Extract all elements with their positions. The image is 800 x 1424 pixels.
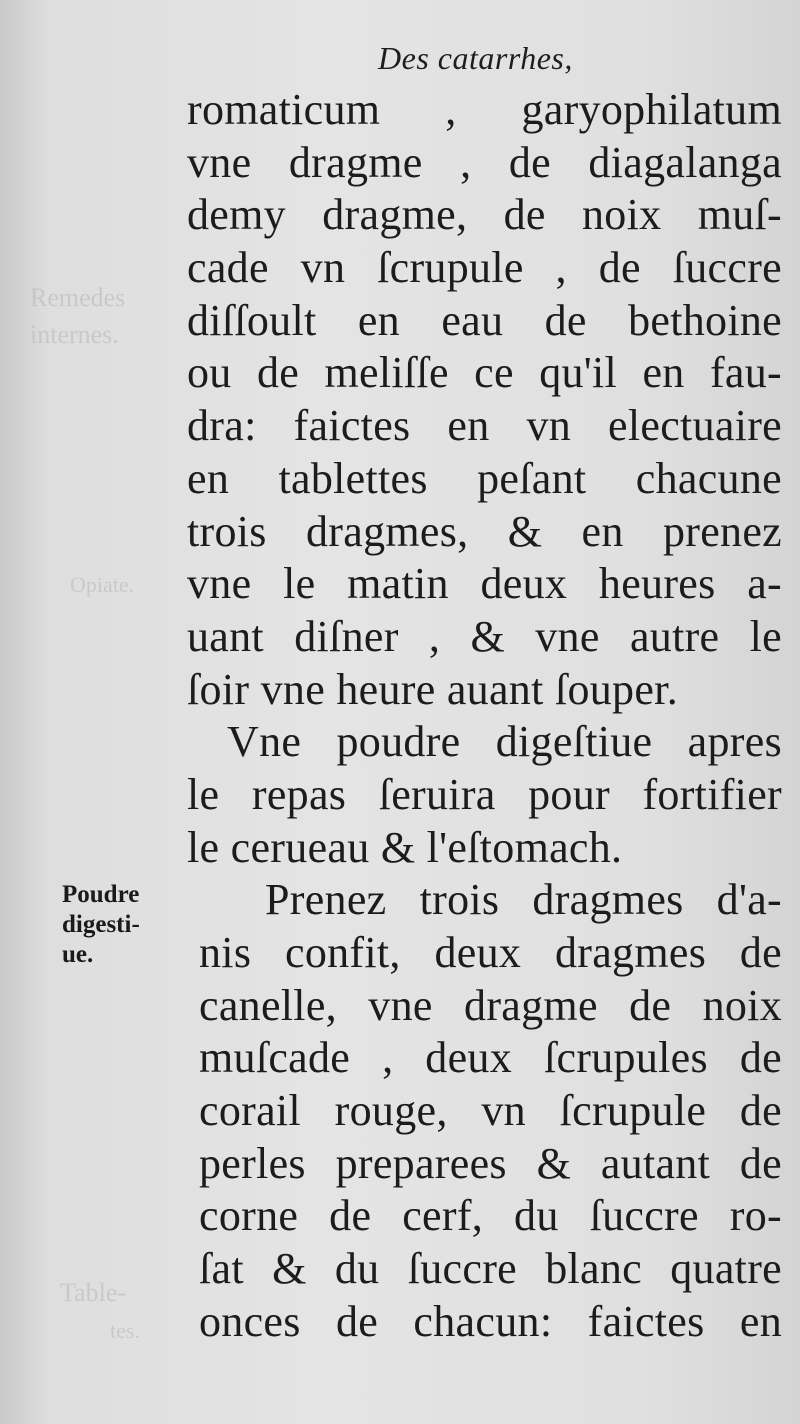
margin-note-line: ue. <box>62 941 94 968</box>
text-line: en tablettes peſant chacune <box>187 453 782 503</box>
text-line: uant diſner , & vne autre le <box>187 611 782 661</box>
text-line: ſat & du ſuccre blanc quatre <box>199 1244 782 1294</box>
text-line: corail rouge, vn ſcrupule de <box>199 1086 782 1136</box>
text-line: diſſoult en eau de bethoine <box>187 295 782 345</box>
running-head: Des catarrhes, <box>378 40 573 76</box>
bleed-through-text: tes. <box>110 1318 140 1343</box>
text-line: cade vn ſcrupule , de ſuccre <box>187 243 782 293</box>
text-line: canelle, vne dragme de noix <box>199 980 782 1030</box>
text-line: le repas ſeruira pour fortifier <box>187 769 782 819</box>
text-line: vne dragme , de diagalanga <box>187 137 782 187</box>
text-line: muſcade , deux ſcrupules de <box>199 1033 782 1083</box>
text-line: dra: faictes en vn electuaire <box>187 401 782 451</box>
text-line: trois dragmes, & en prenez <box>187 506 782 556</box>
text-line: demy dragme, de noix muſ- <box>187 190 782 240</box>
bleed-through-text: Remedes <box>30 283 126 312</box>
bleed-through-text: Table- <box>60 1278 127 1307</box>
bleed-through-text: Opiate. <box>70 572 135 597</box>
text-line: onces de chacun: faictes en <box>199 1296 782 1346</box>
bleed-through-text: internes. <box>30 320 119 349</box>
margin-note-line: Poudre <box>62 881 140 908</box>
text-line: ſoir vne heure auant ſouper. <box>187 664 679 714</box>
body-text <box>187 84 782 1349</box>
text-line: vne le matin deux heures a- <box>187 559 782 609</box>
margin-note <box>62 880 140 970</box>
text-line: corne de cerf, du ſuccre ro- <box>199 1191 782 1241</box>
text-line: ou de meliſſe ce qu'il en fau- <box>187 348 782 398</box>
text-line: le cerueau & l'eſtomach. <box>187 822 623 872</box>
paragraph-start-line: Vne poudre digeſtiue apres <box>227 717 782 767</box>
text-line: perles preparees & autant de <box>199 1138 782 1188</box>
paragraph-start-line: Prenez trois dragmes d'a- <box>265 875 782 925</box>
text-line: romaticum , garyophilatum <box>187 85 782 134</box>
text-line: nis confit, deux dragmes de <box>199 928 782 977</box>
margin-note-line: digesti- <box>62 911 140 938</box>
